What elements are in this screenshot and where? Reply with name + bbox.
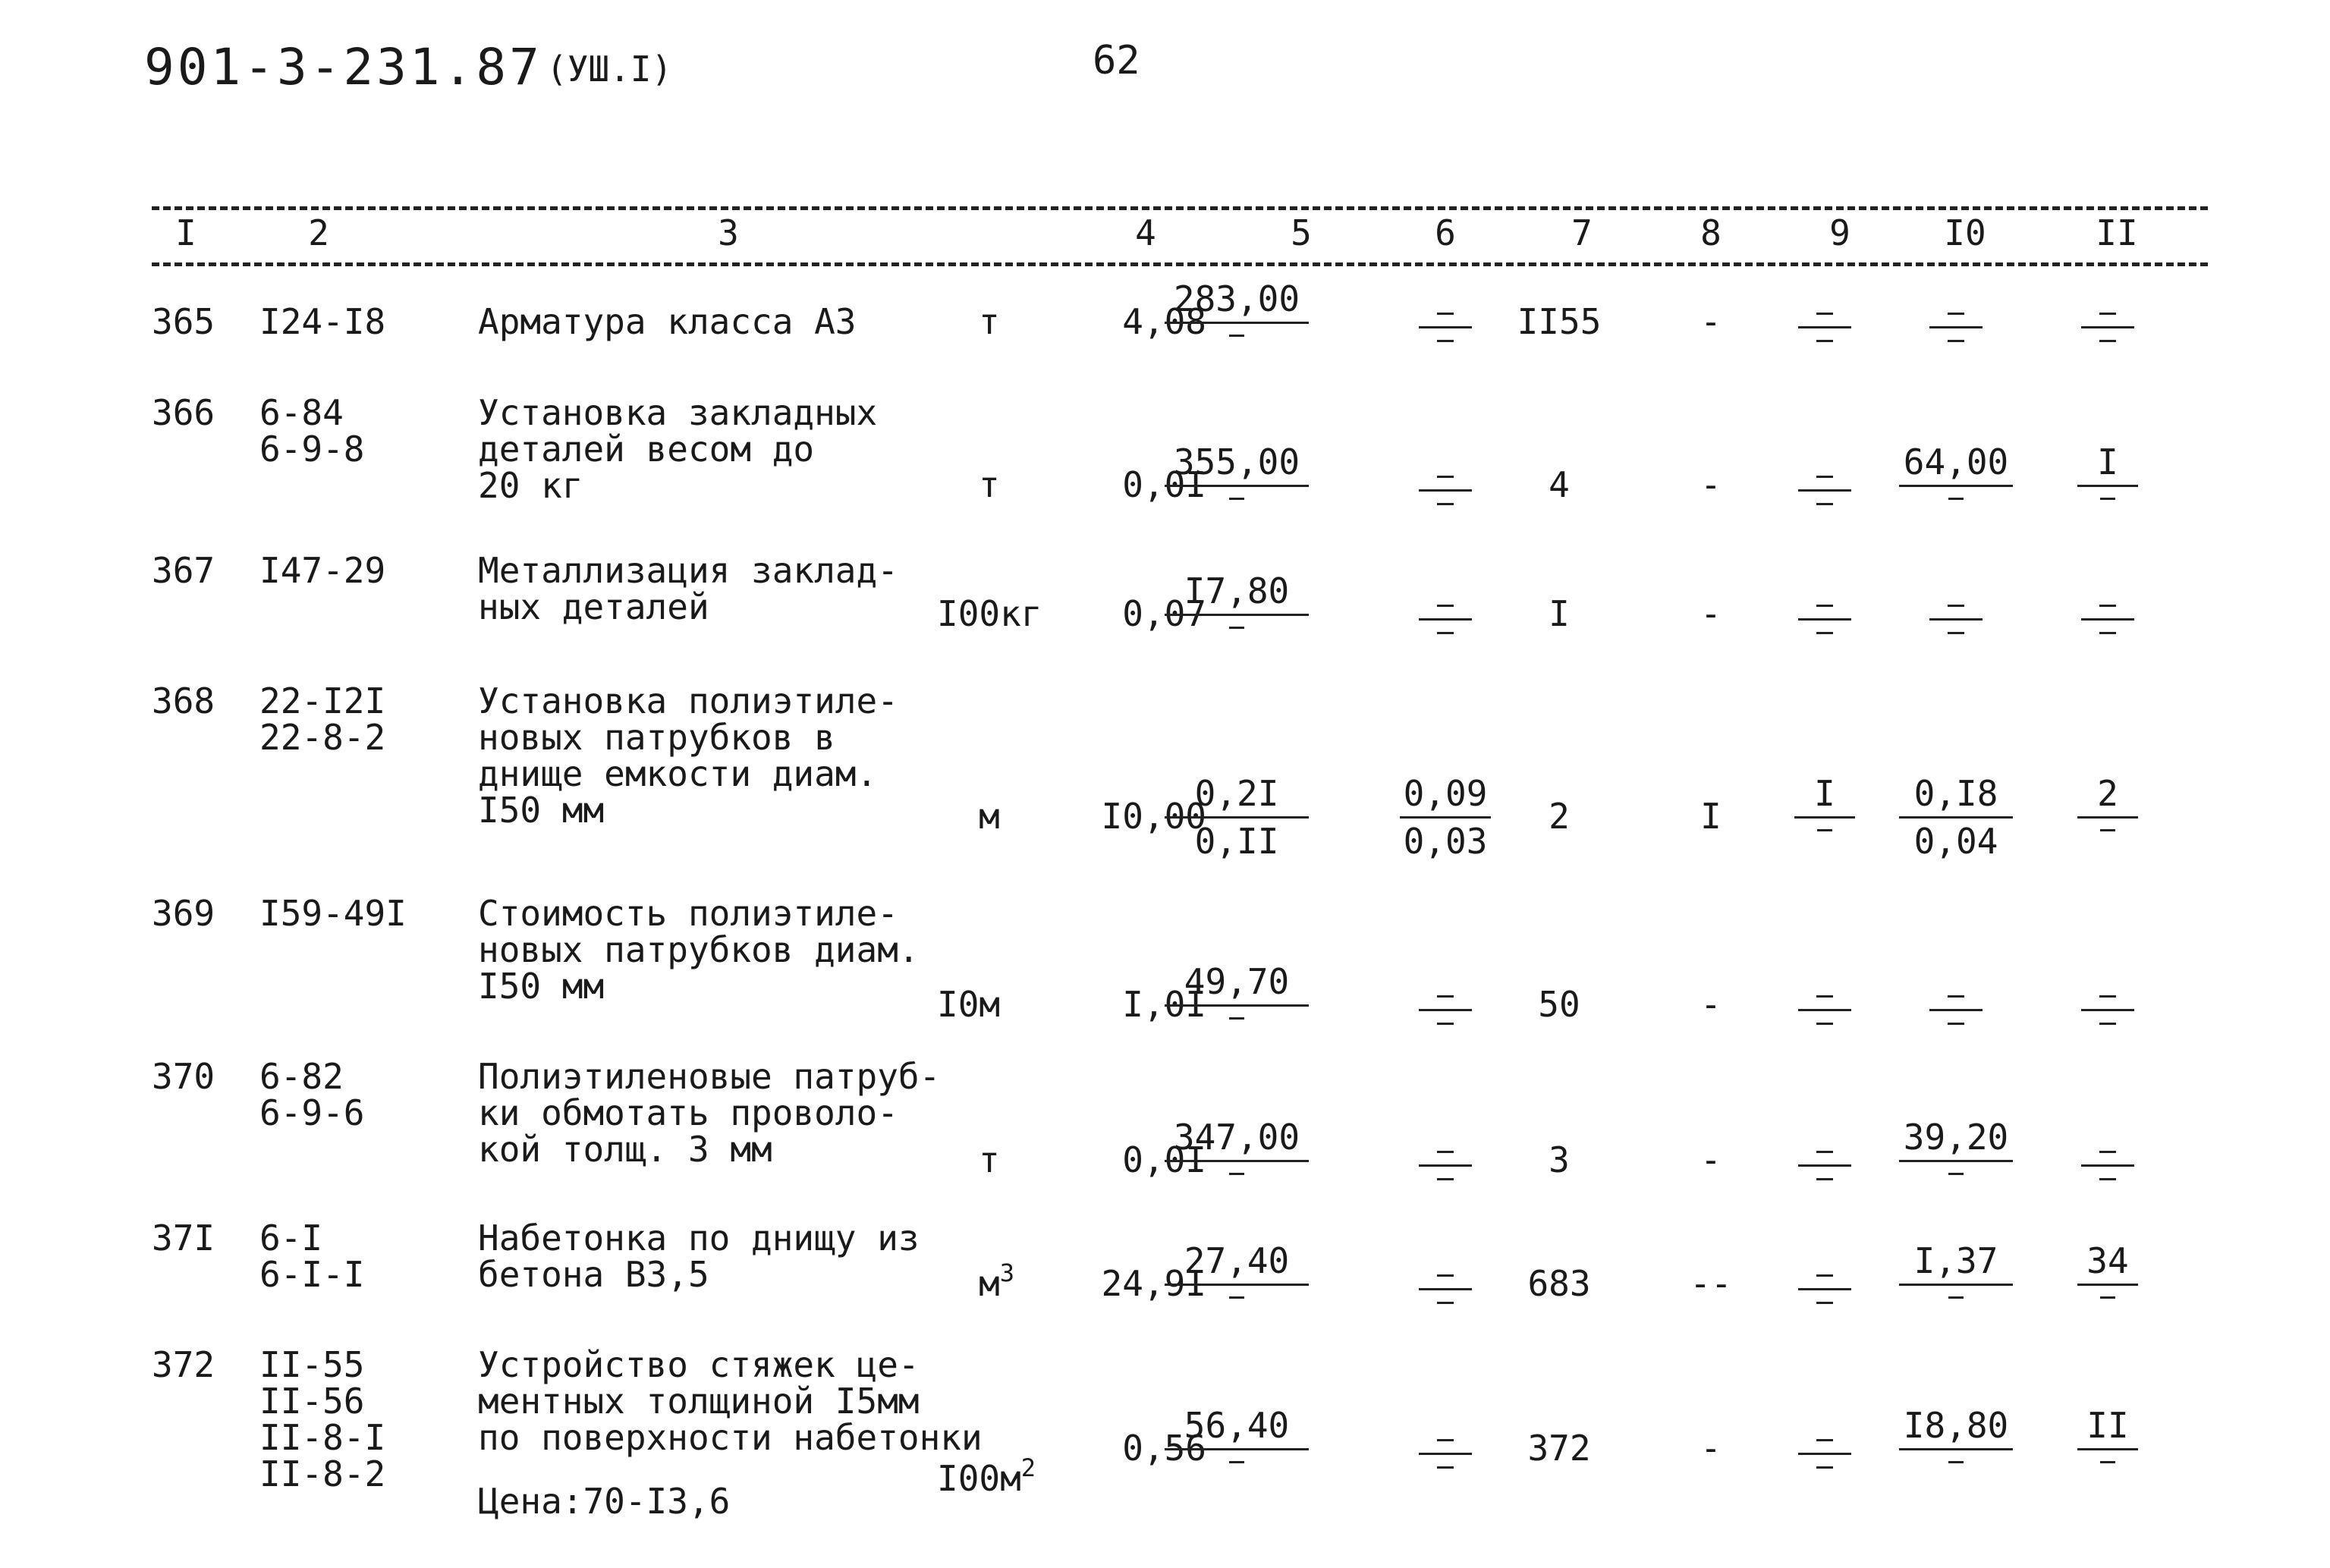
- col-header-6: 6: [1435, 212, 1456, 253]
- work-description: Набетонка по днищу из бетона В3,5: [478, 1218, 920, 1295]
- c5-denominator: [1229, 1461, 1244, 1463]
- c11-numerator: 34: [2077, 1243, 2138, 1286]
- col-header-1: I: [175, 212, 197, 253]
- unit-text: I00м: [937, 1458, 1021, 1499]
- work-description: Арматура класса А3: [478, 301, 857, 342]
- fraction-c5: [1165, 1119, 1309, 1175]
- sheet-label: (УШ.I): [546, 49, 673, 90]
- column-7-value: 4: [1549, 464, 1570, 505]
- unit-text: т: [979, 464, 1000, 505]
- work-description: Устройство стяжек це- ментных толщиной I5мм по поверхности набетонки: [478, 1344, 983, 1458]
- table-top-rule: [152, 206, 2208, 210]
- c5-numerator: 355,00: [1165, 444, 1309, 487]
- c9-numerator: I: [1794, 775, 1855, 819]
- unit: [937, 595, 1042, 632]
- c11-denominator: [2100, 1461, 2115, 1463]
- unit-text: т: [979, 1139, 1000, 1180]
- unit-text: м: [979, 796, 1000, 837]
- column-8-value: --: [1690, 1263, 1732, 1304]
- c10-numerator: I8,80: [1899, 1407, 2013, 1450]
- work-description: Металлизация заклад- ных деталей: [478, 550, 898, 627]
- division-sign-c9: [1798, 313, 1851, 343]
- column-8-value: -: [1700, 984, 1722, 1025]
- unit-superscript: 3: [999, 1258, 1014, 1287]
- fraction-c10: [1899, 1407, 2013, 1463]
- unit-text: т: [979, 301, 1000, 342]
- quantity: 0,07: [1122, 593, 1206, 634]
- column-8-value: -: [1700, 464, 1722, 505]
- quantity: 0,0I: [1122, 1139, 1206, 1180]
- fraction-c11: [2077, 1240, 2138, 1299]
- division-sign-c6: [1419, 995, 1472, 1026]
- fraction-c5: [1165, 1407, 1309, 1463]
- division-sign-c10: [1929, 605, 1983, 635]
- row-number: 370: [152, 1056, 215, 1097]
- col-header-11: II: [2096, 212, 2138, 253]
- fraction-c6: [1400, 773, 1491, 862]
- row-number: 367: [152, 550, 215, 591]
- quantity: 24,9I: [1101, 1263, 1206, 1304]
- c10-numerator: 39,20: [1899, 1119, 2013, 1162]
- division-sign-c9: [1798, 995, 1851, 1026]
- unit: [937, 1453, 1036, 1499]
- quantity: 0,0I: [1122, 464, 1206, 505]
- norm-codes: I59-49I: [259, 893, 407, 934]
- work-description: Установка закладных деталей весом до 20 кг: [478, 392, 878, 506]
- column-7-value: 3: [1549, 1139, 1570, 1180]
- col-header-8: 8: [1700, 212, 1722, 253]
- col-header-4: 4: [1135, 212, 1156, 253]
- c5-numerator: 49,70: [1165, 963, 1309, 1007]
- column-7-value: 683: [1527, 1263, 1591, 1304]
- division-sign-c11: [2081, 1151, 2134, 1181]
- c5-denominator: [1229, 1296, 1244, 1299]
- division-sign-c6: [1419, 1274, 1472, 1305]
- division-sign-c10: [1929, 995, 1983, 1026]
- c5-denominator: [1229, 627, 1244, 629]
- c10-denominator: 0,04: [1913, 821, 1998, 862]
- work-description: Полиэтиленовые патруб- ки обмотать проволо- кой толщ. 3 мм: [478, 1056, 941, 1170]
- c10-denominator: [1948, 498, 1964, 500]
- c5-numerator: 283,00: [1165, 281, 1309, 324]
- quantity: 4,08: [1122, 301, 1206, 342]
- norm-codes: I24-I8: [259, 301, 386, 342]
- division-sign-c6: [1419, 605, 1472, 635]
- division-sign-c9: [1798, 476, 1851, 506]
- c10-numerator: I,37: [1899, 1243, 2013, 1286]
- unit: [979, 464, 1000, 505]
- unit-text: м: [979, 1263, 1000, 1304]
- col-header-3: 3: [718, 212, 739, 253]
- norm-codes: 6-I 6-I-I: [259, 1218, 365, 1295]
- column-8-value: -: [1700, 301, 1722, 342]
- fraction-c9: [1794, 775, 1855, 831]
- norm-codes: 22-I2I 22-8-2: [259, 680, 386, 758]
- norm-codes: I47-29: [259, 550, 386, 591]
- row-number: 368: [152, 680, 215, 721]
- c10-numerator: 64,00: [1899, 444, 2013, 487]
- division-sign-c11: [2081, 995, 2134, 1026]
- c5-denominator: 0,II: [1194, 821, 1279, 862]
- column-8-value: I: [1700, 796, 1722, 837]
- c6-denominator: 0,03: [1403, 821, 1488, 862]
- col-header-5: 5: [1291, 212, 1312, 253]
- row-number: 372: [152, 1344, 215, 1385]
- division-sign-c6: [1419, 1151, 1472, 1181]
- row-number: 365: [152, 301, 215, 342]
- table-header-rule: [152, 262, 2208, 266]
- col-header-9: 9: [1829, 212, 1850, 253]
- c5-denominator: [1229, 335, 1244, 337]
- column-8-value: -: [1700, 1428, 1722, 1469]
- price-note: Цена:70-I3,6: [478, 1481, 731, 1522]
- fraction-c11: [2077, 1407, 2138, 1463]
- page-number: 62: [1093, 38, 1140, 83]
- norm-codes: II-55 II-56 II-8-I II-8-2: [259, 1344, 386, 1494]
- c5-numerator: 0,2I: [1165, 775, 1309, 819]
- unit: [979, 303, 1000, 340]
- division-sign-c11: [2081, 605, 2134, 635]
- c9-denominator: [1817, 829, 1832, 831]
- division-sign-c9: [1798, 605, 1851, 635]
- col-header-2: 2: [308, 212, 329, 253]
- division-sign-c9: [1798, 1439, 1851, 1469]
- column-7-value: 50: [1538, 984, 1580, 1025]
- division-sign-c6: [1419, 313, 1472, 343]
- column-7-value: 2: [1549, 796, 1570, 837]
- c5-denominator: [1229, 498, 1244, 500]
- unit: [979, 796, 1000, 837]
- c10-denominator: [1948, 1296, 1964, 1299]
- division-sign-c9: [1798, 1274, 1851, 1305]
- division-sign-c10: [1929, 313, 1983, 343]
- column-8-value: -: [1700, 593, 1722, 634]
- fraction-c11: [2077, 441, 2138, 500]
- fraction-c5: [1165, 963, 1309, 1020]
- c11-numerator: II: [2077, 1407, 2138, 1450]
- quantity: 0,56: [1122, 1428, 1206, 1469]
- c10-denominator: [1948, 1461, 1964, 1463]
- c10-denominator: [1948, 1173, 1964, 1175]
- row-number: 369: [152, 893, 215, 934]
- c5-denominator: [1229, 1017, 1244, 1020]
- division-sign-c9: [1798, 1151, 1851, 1181]
- c5-denominator: [1229, 1173, 1244, 1175]
- fraction-c11: [2077, 775, 2138, 831]
- fraction-c10: [1899, 1119, 2013, 1175]
- unit: [979, 1139, 1000, 1180]
- c10-numerator: 0,I8: [1899, 775, 2013, 819]
- fraction-c10: [1899, 1240, 2013, 1299]
- division-sign-c6: [1419, 476, 1472, 506]
- unit: [979, 1258, 1014, 1304]
- unit: [937, 986, 1000, 1023]
- row-number: 37I: [152, 1218, 215, 1258]
- c5-numerator: I7,80: [1165, 573, 1309, 616]
- fraction-c10: [1899, 773, 2013, 862]
- fraction-c5: [1165, 441, 1309, 500]
- fraction-c5: [1165, 570, 1309, 629]
- c6-numerator: 0,09: [1400, 775, 1491, 819]
- fraction-c5: [1165, 773, 1309, 862]
- column-7-value: 372: [1527, 1428, 1591, 1469]
- col-header-10: I0: [1944, 212, 1986, 253]
- c11-numerator: 2: [2077, 775, 2138, 819]
- c11-denominator: [2100, 829, 2115, 831]
- c5-numerator: 347,00: [1165, 1119, 1309, 1162]
- norm-codes: 6-84 6-9-8: [259, 392, 365, 470]
- column-8-value: -: [1700, 1139, 1722, 1180]
- fraction-c5: [1165, 278, 1309, 337]
- c5-numerator: 27,40: [1165, 1243, 1309, 1286]
- col-header-7: 7: [1571, 212, 1593, 253]
- unit-text: I0м: [937, 984, 1001, 1025]
- norm-codes: 6-82 6-9-6: [259, 1056, 365, 1133]
- work-description: Установка полиэтиле- новых патрубков в днище емкости диам. I50 мм: [478, 680, 898, 831]
- c5-numerator: 56,40: [1165, 1407, 1309, 1450]
- unit-superscript: 2: [1020, 1453, 1036, 1482]
- c11-numerator: I: [2077, 444, 2138, 487]
- unit-text: I00кг: [937, 593, 1042, 634]
- quantity: I0,00: [1101, 796, 1206, 837]
- work-description: Стоимость полиэтиле- новых патрубков диам. I50 мм: [478, 893, 920, 1007]
- column-7-value: II55: [1517, 301, 1602, 342]
- document-code: 901-3-231.87: [144, 38, 542, 96]
- row-number: 366: [152, 392, 215, 433]
- column-7-value: I: [1549, 593, 1570, 634]
- division-sign-c6: [1419, 1439, 1472, 1469]
- fraction-c5: [1165, 1240, 1309, 1299]
- c11-denominator: [2100, 1296, 2115, 1299]
- c11-denominator: [2100, 498, 2115, 500]
- division-sign-c11: [2081, 313, 2134, 343]
- quantity: I,0I: [1122, 984, 1206, 1025]
- fraction-c10: [1899, 441, 2013, 500]
